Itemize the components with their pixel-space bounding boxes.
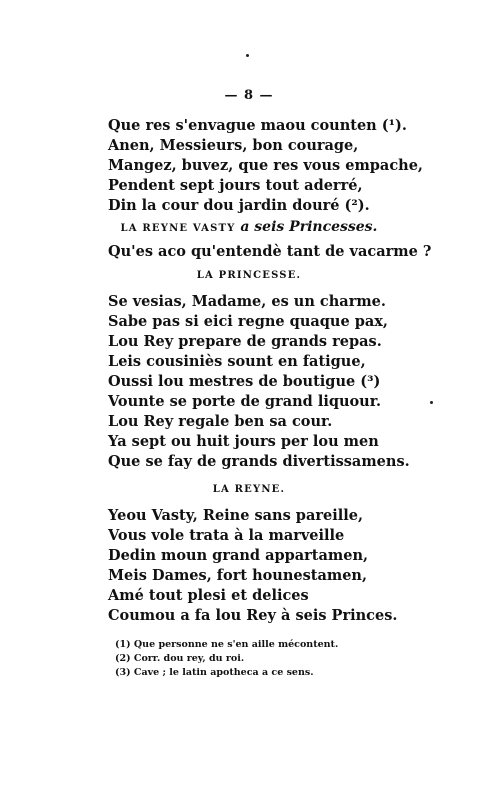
verse-line: Lou Rey prepare de grands repas. — [108, 333, 382, 350]
verse-line: Mangez, buvez, que res vous empache, — [108, 157, 423, 174]
page-number: — 8 — — [224, 88, 274, 103]
verse-line: Vous vole trata à la marveille — [108, 527, 345, 544]
verse-line: Que res s'envague maou counten (¹). — [108, 117, 407, 134]
verse-line: Vounte se porte de grand liquour. — [108, 393, 382, 410]
speaker-name: LA REYNE VASTY — [120, 223, 236, 234]
footnote: (3) Cave ; le latin apotheca a ce sens. — [115, 667, 314, 678]
footnote: (1) Que personne ne s'en aille mécontent. — [115, 639, 339, 650]
verse-line: Leis cousiniès sount en fatigue, — [108, 353, 366, 370]
verse-block-2 — [108, 292, 410, 472]
verse-line: Se vesias, Madame, es un charme. — [108, 293, 386, 310]
speaker-heading-reyne-vasty — [0, 219, 498, 235]
verse-block-3 — [108, 506, 397, 626]
print-speck — [430, 401, 433, 404]
footnotes — [115, 638, 338, 680]
verse-line: Lou Rey regale ben sa cour. — [108, 413, 333, 430]
speaker-heading-reyne: LA REYNE. — [212, 484, 286, 495]
speaker-direction: a seis Princesses. — [235, 219, 378, 235]
verse-line: Meis Dames, fort hounestamen, — [108, 567, 368, 584]
verse-line: Yeou Vasty, Reine sans pareille, — [108, 507, 363, 524]
verse-line: Amé tout plesi et delices — [108, 587, 309, 604]
verse-line: Sabe pas si eici regne quaque pax, — [108, 313, 388, 330]
verse-line: Anen, Messieurs, bon courage, — [108, 137, 359, 154]
verse-line: Pendent sept jours tout aderré, — [108, 177, 363, 194]
print-speck — [246, 54, 249, 57]
verse-line: Coumou a fa lou Rey à seis Princes. — [108, 607, 398, 624]
verse-line: Oussi lou mestres de boutigue (³) — [108, 373, 381, 390]
footnote: (2) Corr. dou rey, du roi. — [115, 653, 245, 664]
verse-line: Dedin moun grand appartamen, — [108, 547, 369, 564]
speaker-heading-princesse: LA PRINCESSE. — [196, 270, 302, 281]
verse-line: Din la cour dou jardin douré (²). — [108, 197, 370, 214]
verse-line-single: Qu'es aco qu'entendè tant de vacarme ? — [108, 243, 432, 260]
verse-block-1 — [108, 116, 423, 216]
verse-line: Que se fay de grands divertissamens. — [108, 453, 410, 470]
verse-line: Ya sept ou huit jours per lou men — [108, 433, 379, 450]
